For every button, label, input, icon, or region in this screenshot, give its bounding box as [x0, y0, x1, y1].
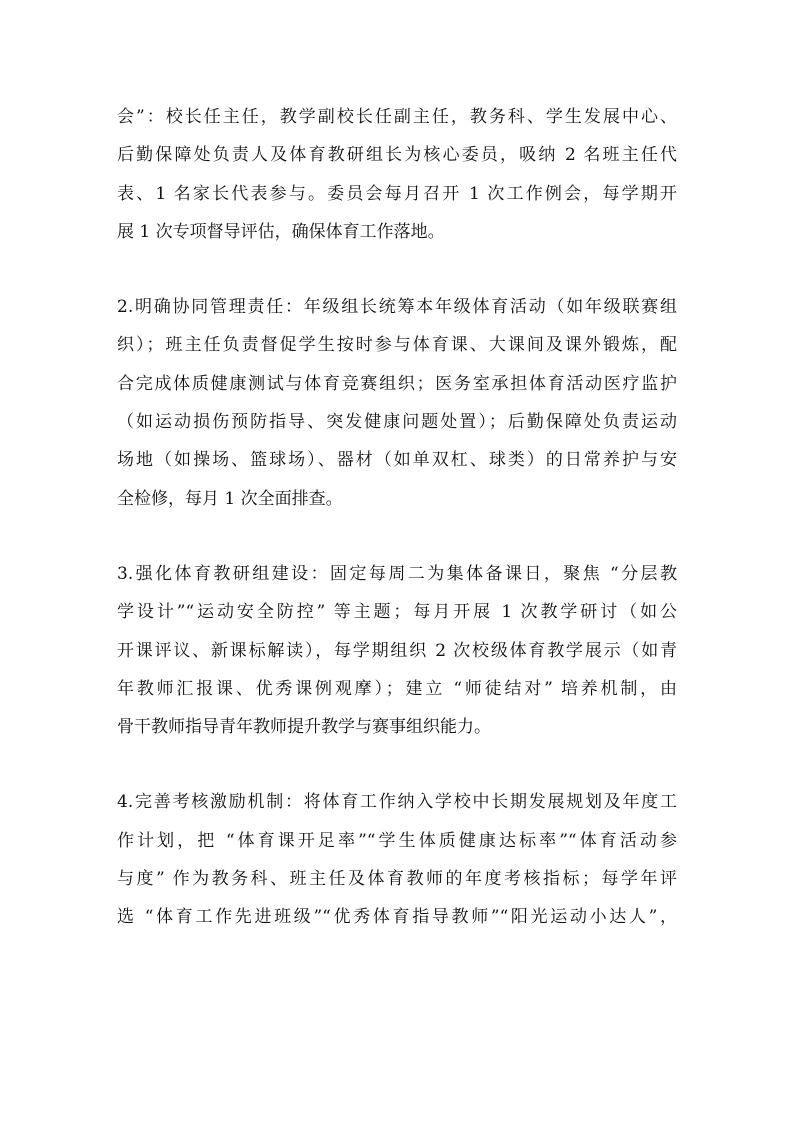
paragraph-teaching-research	[117, 555, 677, 746]
document-body	[117, 98, 677, 937]
text-line: 后勤保障处负责人及体育教研组长为核心委员，吸纳 2 名班主任代	[117, 145, 677, 166]
paragraph-gap	[117, 518, 677, 555]
text-line: 4.完善考核激励机制：将体育工作纳入学校中长期发展规划及年度工	[117, 792, 677, 813]
text-line: 学设计”“运动安全防控” 等主题；每月开展 1 次教学研讨（如公	[117, 602, 677, 623]
text-line: 场地（如操场、篮球场）、器材（如单双杠、球类）的日常养护与安	[117, 450, 677, 471]
paragraph-gap	[117, 746, 677, 783]
text-line: 展 1 次专项督导评估，确保体育工作落地。	[117, 221, 445, 242]
text-line: 年教师汇报课、优秀课例观摩）；建立 “师徒结对” 培养机制，由	[117, 678, 677, 699]
text-line: 合完成体质健康测试与体育竞赛组织；医务室承担体育活动医疗监护	[117, 373, 677, 394]
paragraph-assessment-incentive	[117, 783, 677, 936]
text-line: 骨干教师指导青年教师提升教学与赛事组织能力。	[117, 717, 491, 738]
text-line: 全检修，每月 1 次全面排查。	[117, 488, 343, 509]
paragraph-management-responsibility	[117, 288, 677, 518]
text-line: 2.明确协同管理责任：年级组长统筹本年级体育活动（如年级联赛组	[117, 297, 677, 318]
text-line: 表、1 名家长代表参与。委员会每月召开 1 次工作例会，每学期开	[117, 183, 677, 204]
text-line: （如运动损伤预防指导、突发健康问题处置）；后勤保障处负责运动	[117, 412, 677, 433]
text-line: 与度” 作为教务科、班主任及体育教师的年度考核指标；每学年评	[117, 869, 677, 890]
text-line: 3.强化体育教研组建设：固定每周二为集体备课日，聚焦 “分层教	[117, 563, 677, 584]
paragraph-gap	[117, 251, 677, 288]
text-line: 织）；班主任负责督促学生按时参与体育课、大课间及课外锻炼，配	[117, 335, 677, 356]
paragraph-committee	[117, 98, 677, 251]
text-line: 作计划，把 “体育课开足率”“学生体质健康达标率”“体育活动参	[117, 830, 677, 851]
text-line: 选 “体育工作先进班级”“优秀体育指导教师”“阳光运动小达人”，	[117, 907, 677, 928]
text-line: 会”：校长任主任，教学副校长任副主任，教务科、学生发展中心、	[117, 107, 677, 127]
text-line: 开课评议、新课标解读），每学期组织 2 次校级体育教学展示（如青	[117, 640, 677, 661]
